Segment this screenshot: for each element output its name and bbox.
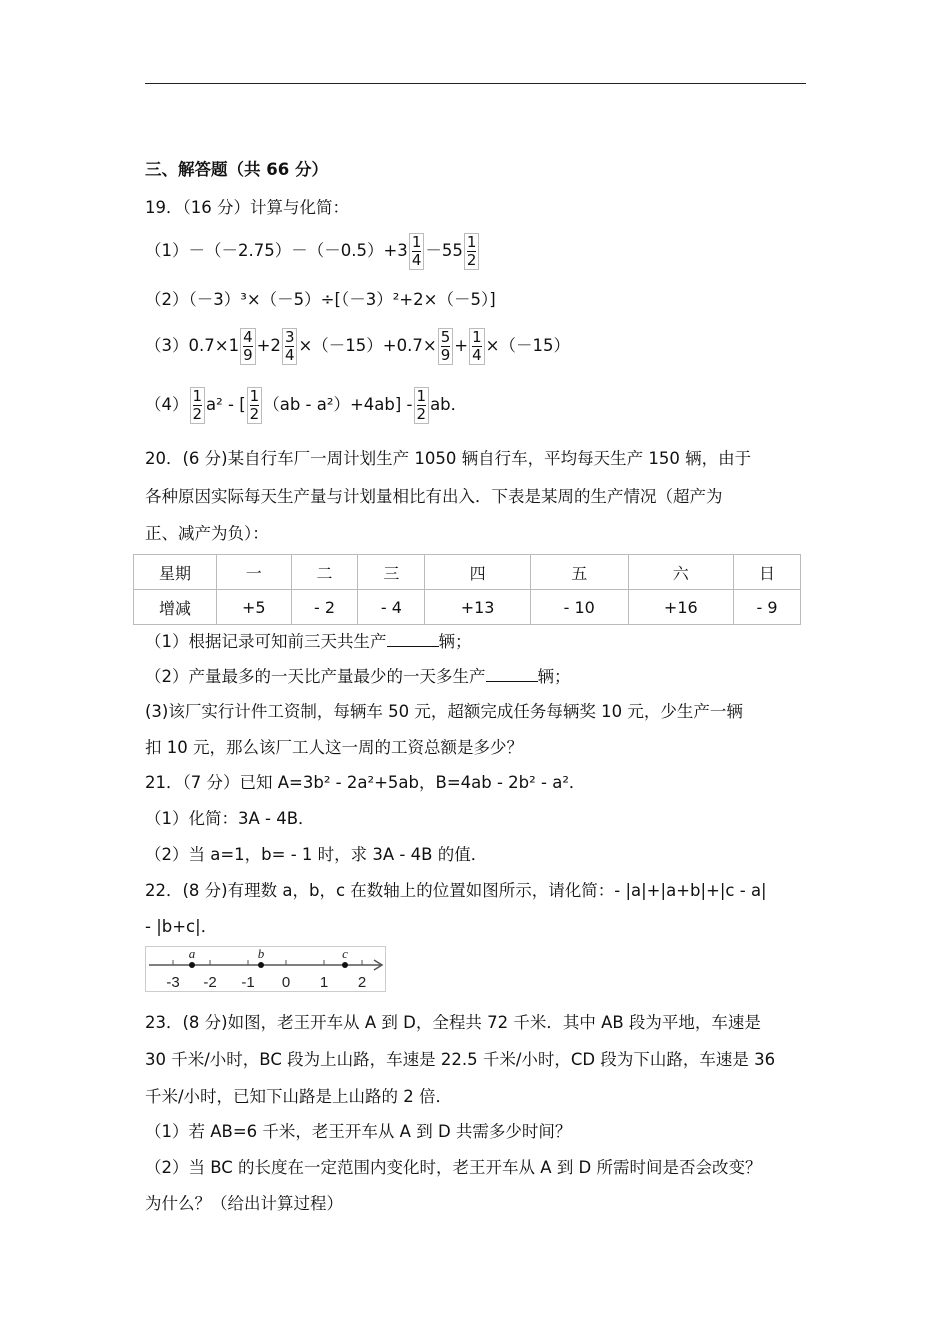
table-cell: +13 — [425, 590, 530, 625]
q20-sub3-line1: (3)该厂实行计件工资制，每辆车 50 元，超额完成任务每辆奖 10 元，少生产一辆 — [145, 702, 743, 721]
fraction: $\frac{1}{2}$ — [190, 387, 206, 424]
fraction: $\frac{1}{2}$ — [464, 233, 480, 270]
table-cell: - 9 — [734, 590, 801, 625]
point-label: b — [257, 946, 265, 961]
fraction: $\frac{5}{9}$ — [438, 328, 454, 365]
number-line-frame — [146, 947, 386, 992]
table-cell: - 10 — [530, 590, 628, 625]
answer-blank — [387, 631, 439, 647]
table-cell: 五 — [530, 555, 628, 590]
q20-line2: 各种原因实际每天生产量与计划量相比有出入．下表是某周的生产情况（超产为 — [145, 487, 723, 506]
q23-line1: 23．(8 分)如图，老王开车从 A 到 D，全程共 72 千米．其中 AB 段为平地，车速是 — [145, 1013, 761, 1032]
fraction: $\frac{1}{2}$ — [414, 387, 430, 424]
tick-label: -3 — [166, 974, 180, 991]
fraction: $\frac{1}{2}$ — [247, 387, 263, 424]
q23-sub1: （1）若 AB=6 千米，老王开车从 A 到 D 共需多少时间？ — [145, 1122, 572, 1141]
table-cell: 六 — [628, 555, 733, 590]
tick-label: -2 — [203, 974, 217, 991]
tick-label: -1 — [241, 974, 255, 991]
point-label: c — [342, 946, 348, 961]
fraction: $\frac{1}{4}$ — [469, 328, 485, 365]
q23-sub2-line2: 为什么？（给出计算过程） — [145, 1194, 343, 1213]
table-cell: - 4 — [358, 590, 425, 625]
q19-heading: 19．（16 分）计算与化简： — [145, 198, 349, 217]
point-label: a — [188, 946, 196, 961]
tick-label: 1 — [319, 974, 329, 991]
q20-line3: 正、减产为负）： — [145, 524, 269, 543]
tick-label: 2 — [357, 974, 367, 991]
q23-line2: 30 千米/小时，BC 段为上山路，车速是 22.5 千米/小时，CD 段为下山路，车速是 36 — [145, 1050, 776, 1069]
section-title: 三、解答题（共 66 分） — [145, 160, 328, 179]
table-row — [134, 590, 801, 625]
q23-sub2-line1: （2）当 BC 的长度在一定范围内变化时，老王开车从 A 到 D 所需时间是否会改变？ — [145, 1158, 762, 1177]
table-cell: 一 — [217, 555, 292, 590]
table-cell: 二 — [291, 555, 358, 590]
fraction: $\frac{3}{4}$ — [282, 328, 298, 365]
point-b — [258, 962, 264, 968]
answer-blank — [486, 666, 538, 682]
number-line — [145, 946, 387, 992]
q19-part3: （3）0.7×1 $\frac{4}{9}$ +2 $\frac{3}{4}$ ×（－15）+0.7× $\frac{5}{9}$ + $\frac{1}{4}$ ×（－15） — [145, 328, 570, 364]
q21-sub1: （1）化简：3A - 4B． — [145, 809, 315, 828]
table-cell: +16 — [628, 590, 733, 625]
q23-line3: 千米/小时，已知下山路是上山路的 2 倍． — [145, 1087, 453, 1106]
q20-sub1: （1）根据记录可知前三天共生产 辆； — [145, 632, 472, 651]
table-cell: 四 — [425, 555, 530, 590]
q19-part1: （1）－（－2.75）－（－0.5）+3 $\frac{1}{4}$ －55 $\frac{1}{2}$ — [145, 233, 480, 270]
header-rule — [145, 83, 806, 84]
q22-line2: - |b+c|． — [145, 917, 218, 936]
q22-line1: 22．(8 分)有理数 a，b，c 在数轴上的位置如图所示，请化简：- |a|+|a+b|+|c - a| — [145, 881, 767, 900]
table-cell: +5 — [217, 590, 292, 625]
point-c — [342, 962, 348, 968]
q21-sub2: （2）当 a=1，b= - 1 时，求 3A - 4B 的值． — [145, 845, 488, 864]
table-cell: 三 — [358, 555, 425, 590]
table-cell: 日 — [734, 555, 801, 590]
fraction: $\frac{4}{9}$ — [240, 328, 256, 365]
table-cell: 增减 — [134, 590, 217, 625]
q20-sub3-line2: 扣 10 元，那么该厂工人这一周的工资总额是多少？ — [145, 738, 523, 757]
table-cell: - 2 — [291, 590, 358, 625]
table-cell: 星期 — [134, 555, 217, 590]
fraction: $\frac{1}{4}$ — [409, 233, 425, 270]
tick-label: 0 — [281, 974, 291, 991]
production-table — [133, 554, 801, 625]
point-a — [189, 962, 195, 968]
q20-sub2: （2）产量最多的一天比产量最少的一天多生产 辆； — [145, 667, 571, 686]
q19-part4: （4） $\frac{1}{2}$ a² - [ $\frac{1}{2}$ （ab - a²）+4ab] - $\frac{1}{2}$ ab． — [145, 387, 468, 423]
q21-heading: 21．（7 分）已知 A=3b² - 2a²+5ab，B=4ab - 2b² - a²． — [145, 773, 586, 792]
q19-part2: （2）（－3）³×（－5）÷[（－3）²+2×（－5）] — [145, 290, 496, 309]
table-row — [134, 555, 801, 590]
q20-line1: 20．(6 分)某自行车厂一周计划生产 1050 辆自行车，平均每天生产 150 辆，由于 — [145, 449, 752, 468]
